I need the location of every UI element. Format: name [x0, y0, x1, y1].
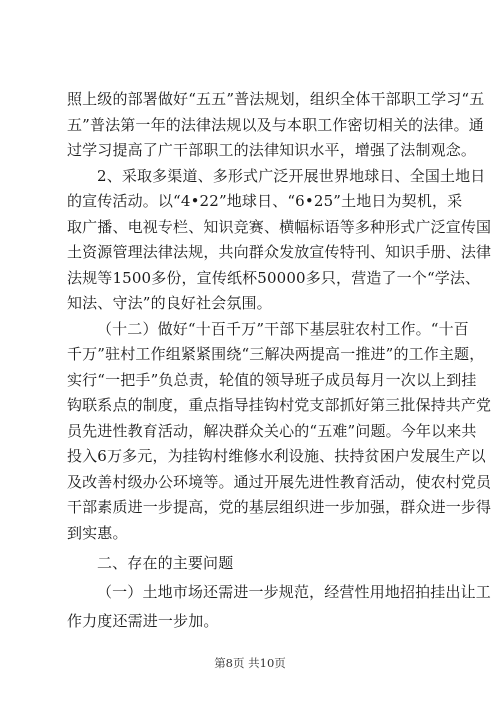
text-line-12: 实行“一把手”负总责，轮值的领导班子成员每月一次以上到挂	[67, 371, 477, 389]
text-line-11: 千万”驻村工作组紧紧围绕“三解决两提高一推进”的工作主题，	[67, 345, 485, 363]
text-line-4: 2、采取多渠道、多形式广泛开展世界地球日、全国土地日	[97, 167, 486, 185]
text-line-18: 到实惠。	[67, 524, 128, 542]
text-line-5: 的宣传活动。以“4•22”地球日、“6•25”土地日为契机，采	[67, 192, 463, 210]
text-line-17: 干部素质进一步提高，党的基层组织进一步加强，群众进一步得	[67, 498, 492, 516]
text-line-20: （一）土地市场还需进一步规范，经营性用地招拍挂出让工	[97, 583, 491, 601]
text-line-10: （十二）做好“十百千万”干部下基层驻农村工作。“十百	[97, 320, 469, 338]
section-heading: 二、存在的主要问题	[97, 554, 234, 572]
page-footer: 第8页 共10页	[214, 656, 286, 670]
text-line-21: 作力度还需进一步加。	[67, 612, 219, 630]
text-line-14: 员先进性教育活动，解决群众关心的“五难”问题。今年以来共	[67, 422, 477, 440]
text-line-16: 及改善村级办公环境等。通过开展先进性教育活动，使农村党员	[67, 473, 492, 491]
text-line-15: 投入6万多元，为挂钩村维修水利设施、扶持贫困户发展生产以	[67, 447, 486, 465]
text-line-3: 过学习提高了广干部职工的法律知识水平，增强了法制观念。	[67, 141, 477, 159]
text-line-2: 五”普法第一年的法律法规以及与本职工作密切相关的法律。通	[67, 116, 484, 134]
text-line-1: 照上级的部署做好“五五”普法规划，组织全体干部职工学习“五	[67, 90, 485, 108]
text-line-13: 钩联系点的制度，重点指导挂钩村党支部抓好第三批保持共产党	[67, 396, 492, 414]
text-line-8: 法规等1500多份，宣传纸杯50000多只，营造了一个“学法、	[67, 269, 481, 287]
text-line-9: 知法、守法”的良好社会氛围。	[67, 294, 272, 312]
text-line-7: 土资源管理法律法规，共向群众发放宣传特刊、知识手册、法律	[67, 243, 492, 261]
text-line-6: 取广播、电视专栏、知识竞赛、横幅标语等多种形式广泛宣传国	[67, 218, 492, 236]
